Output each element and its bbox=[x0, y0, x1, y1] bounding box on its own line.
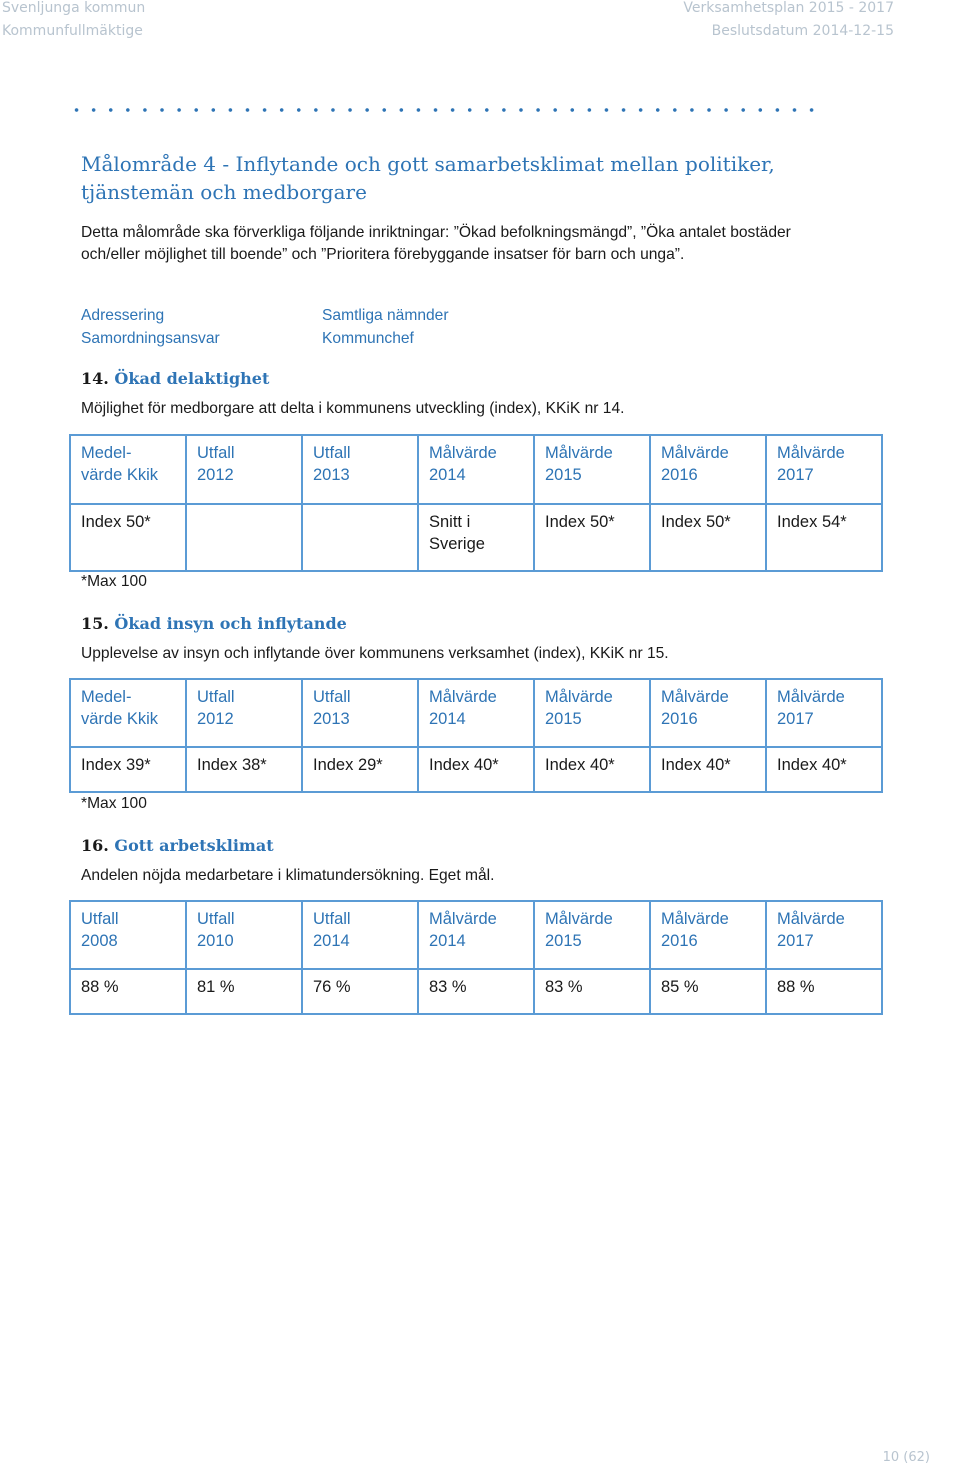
header-cell: Målvärde 2015 bbox=[534, 435, 650, 504]
value-cell: Index 39* bbox=[70, 747, 186, 792]
header-org: Svenljunga kommun bbox=[2, 0, 146, 16]
header-cell: Medel- värde Kkik bbox=[70, 435, 186, 504]
value-cell: Index 29* bbox=[302, 747, 418, 792]
table-row bbox=[70, 969, 882, 1014]
table-row bbox=[70, 747, 882, 792]
page-title: Målområde 4 - Inflytande och gott samarbetsklimat mellan politiker, tjänstemän och medborgare bbox=[81, 152, 775, 204]
section-title: Ökad delaktighet bbox=[114, 369, 270, 388]
value-cell: 85 % bbox=[650, 969, 766, 1014]
table-row bbox=[70, 504, 882, 571]
header-cell: Målvärde 2016 bbox=[650, 435, 766, 504]
value-cell: Index 50* bbox=[534, 504, 650, 571]
header-cell: Målvärde 2014 bbox=[418, 435, 534, 504]
header-body: Kommunfullmäktige bbox=[2, 23, 143, 39]
header-cell: Målvärde 2017 bbox=[766, 901, 882, 969]
coordination-value: Kommunchef bbox=[322, 330, 414, 347]
indicator-table bbox=[69, 900, 883, 1015]
indicator-table bbox=[69, 434, 883, 572]
header-cell: Utfall 2010 bbox=[186, 901, 302, 969]
value-cell: Snitt i Sverige bbox=[418, 504, 534, 571]
value-cell: Index 40* bbox=[650, 747, 766, 792]
header-cell: Målvärde 2017 bbox=[766, 435, 882, 504]
table-header-row bbox=[70, 679, 882, 747]
dotted-divider bbox=[68, 106, 820, 114]
value-cell: Index 38* bbox=[186, 747, 302, 792]
value-cell bbox=[302, 504, 418, 571]
header-cell: Målvärde 2014 bbox=[418, 901, 534, 969]
page-number: 10 (62) bbox=[882, 1450, 930, 1465]
section-number: 14. bbox=[81, 369, 109, 388]
value-cell: 88 % bbox=[766, 969, 882, 1014]
value-cell: 83 % bbox=[418, 969, 534, 1014]
header-cell: Utfall 2013 bbox=[302, 435, 418, 504]
value-cell: 83 % bbox=[534, 969, 650, 1014]
value-cell: 81 % bbox=[186, 969, 302, 1014]
value-cell: Index 40* bbox=[534, 747, 650, 792]
header-cell: Målvärde 2017 bbox=[766, 679, 882, 747]
section-title: Gott arbetsklimat bbox=[114, 836, 274, 855]
section-number: 15. bbox=[81, 614, 109, 633]
section-number: 16. bbox=[81, 836, 109, 855]
table-header-row bbox=[70, 435, 882, 504]
header-document: Verksamhetsplan 2015 - 2017 bbox=[683, 0, 894, 16]
header-cell: Utfall 2012 bbox=[186, 435, 302, 504]
value-cell: Index 50* bbox=[70, 504, 186, 571]
section-heading bbox=[81, 836, 274, 855]
header-cell: Utfall 2014 bbox=[302, 901, 418, 969]
header-cell: Utfall 2008 bbox=[70, 901, 186, 969]
addressing-label: Adressering bbox=[81, 307, 165, 324]
table-note: *Max 100 bbox=[81, 795, 147, 812]
header-cell: Målvärde 2014 bbox=[418, 679, 534, 747]
section-description: Andelen nöjda medarbetare i klimatundersökning. Eget mål. bbox=[81, 867, 495, 884]
header-date: Beslutsdatum 2014-12-15 bbox=[711, 23, 894, 39]
indicator-table bbox=[69, 678, 883, 793]
header-cell: Målvärde 2016 bbox=[650, 679, 766, 747]
value-cell: Index 50* bbox=[650, 504, 766, 571]
section-heading bbox=[81, 369, 269, 388]
header-cell: Målvärde 2015 bbox=[534, 901, 650, 969]
section-title: Ökad insyn och inflytande bbox=[114, 614, 347, 633]
value-cell: Index 40* bbox=[418, 747, 534, 792]
intro-paragraph: Detta målområde ska förverkliga följande inriktningar: ”Ökad befolkningsmängd”, ”Öka antalet bostäder och/eller möjlighet till boende” och ”Prioritera förebyggande insatser för barn och unga”. bbox=[81, 224, 791, 263]
table-header-row bbox=[70, 901, 882, 969]
header-cell: Medel- värde Kkik bbox=[70, 679, 186, 747]
header-cell: Målvärde 2016 bbox=[650, 901, 766, 969]
section-description: Upplevelse av insyn och inflytande över kommunens verksamhet (index), KKiK nr 15. bbox=[81, 645, 669, 662]
section-heading bbox=[81, 614, 347, 633]
table-note: *Max 100 bbox=[81, 573, 147, 590]
coordination-label: Samordningsansvar bbox=[81, 330, 220, 347]
value-cell bbox=[186, 504, 302, 571]
value-cell: Index 40* bbox=[766, 747, 882, 792]
value-cell: 88 % bbox=[70, 969, 186, 1014]
value-cell: 76 % bbox=[302, 969, 418, 1014]
value-cell: Index 54* bbox=[766, 504, 882, 571]
header-cell: Utfall 2012 bbox=[186, 679, 302, 747]
header-cell: Utfall 2013 bbox=[302, 679, 418, 747]
header-cell: Målvärde 2015 bbox=[534, 679, 650, 747]
addressing-value: Samtliga nämnder bbox=[322, 307, 449, 324]
section-description: Möjlighet för medborgare att delta i kommunens utveckling (index), KKiK nr 14. bbox=[81, 400, 625, 417]
